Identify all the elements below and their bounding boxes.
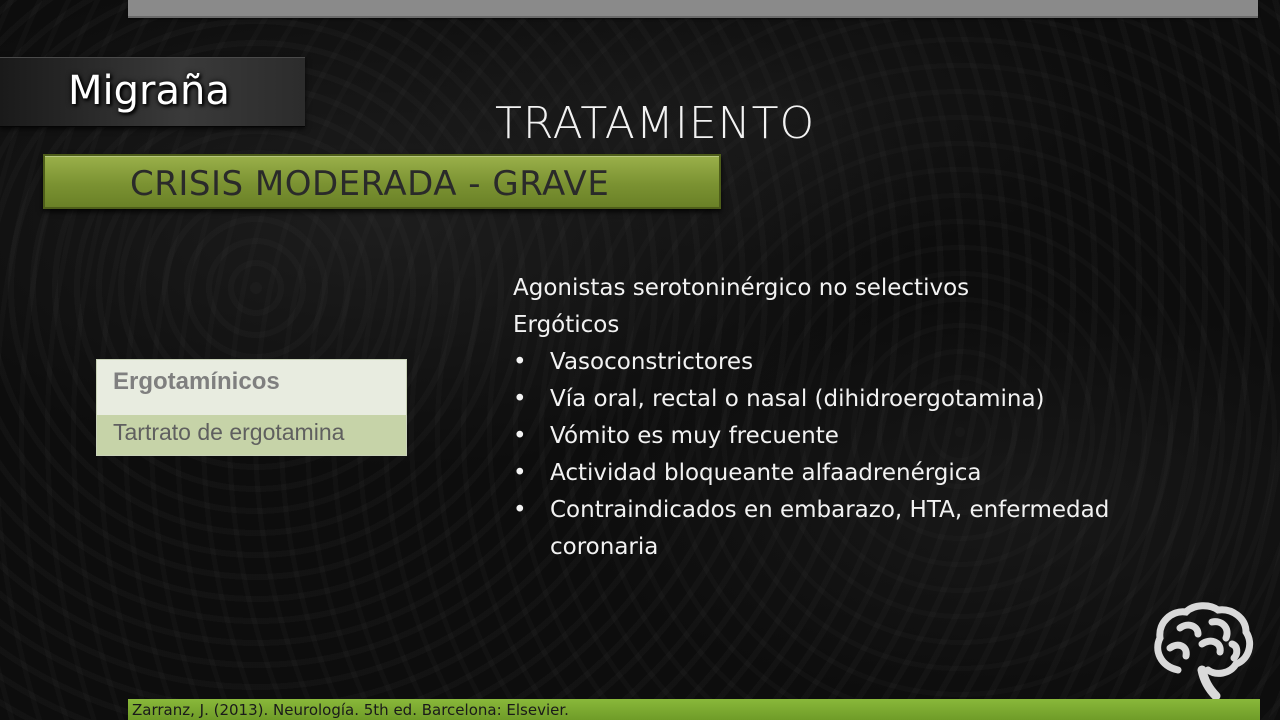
list-item <box>513 455 1153 492</box>
slide-title: TRATAMIENTO <box>495 98 816 149</box>
list-item <box>513 418 1153 455</box>
section-label: Migraña <box>68 68 230 114</box>
list-item <box>513 381 1153 418</box>
section-tab <box>0 57 305 127</box>
content-block <box>513 270 1153 566</box>
drug-table-header: Ergotamínicos <box>97 360 406 415</box>
list-item-text: Vasoconstrictores <box>550 349 754 375</box>
content-heading: Agonistas serotoninérgico no selectivos <box>513 275 970 301</box>
bullet-icon: • <box>513 423 527 449</box>
footer-bar <box>128 699 1260 720</box>
list-item-text: Contraindicados en embarazo, HTA, enfermedad coronaria <box>550 497 1110 560</box>
list-item-text: Vía oral, rectal o nasal (dihidroergotamina) <box>550 386 1045 412</box>
top-decorative-bar <box>128 0 1258 18</box>
list-item <box>513 344 1153 381</box>
severity-banner-label: CRISIS MODERADA - GRAVE <box>130 164 610 204</box>
brain-icon <box>1150 600 1255 700</box>
list-item-text: Vómito es muy frecuente <box>550 423 839 449</box>
citation: Zarranz, J. (2013). Neurología. 5th ed. Barcelona: Elsevier. <box>132 701 569 719</box>
drug-table <box>96 359 407 456</box>
content-subheading: Ergóticos <box>513 312 620 338</box>
list-item <box>513 492 1153 566</box>
bullet-icon: • <box>513 497 527 523</box>
severity-banner <box>43 154 721 209</box>
bullet-icon: • <box>513 386 527 412</box>
bullet-list <box>513 344 1153 566</box>
bullet-icon: • <box>513 460 527 486</box>
list-item-text: Actividad bloqueante alfaadrenérgica <box>550 460 982 486</box>
bullet-icon: • <box>513 349 527 375</box>
drug-table-row: Tartrato de ergotamina <box>97 415 406 455</box>
